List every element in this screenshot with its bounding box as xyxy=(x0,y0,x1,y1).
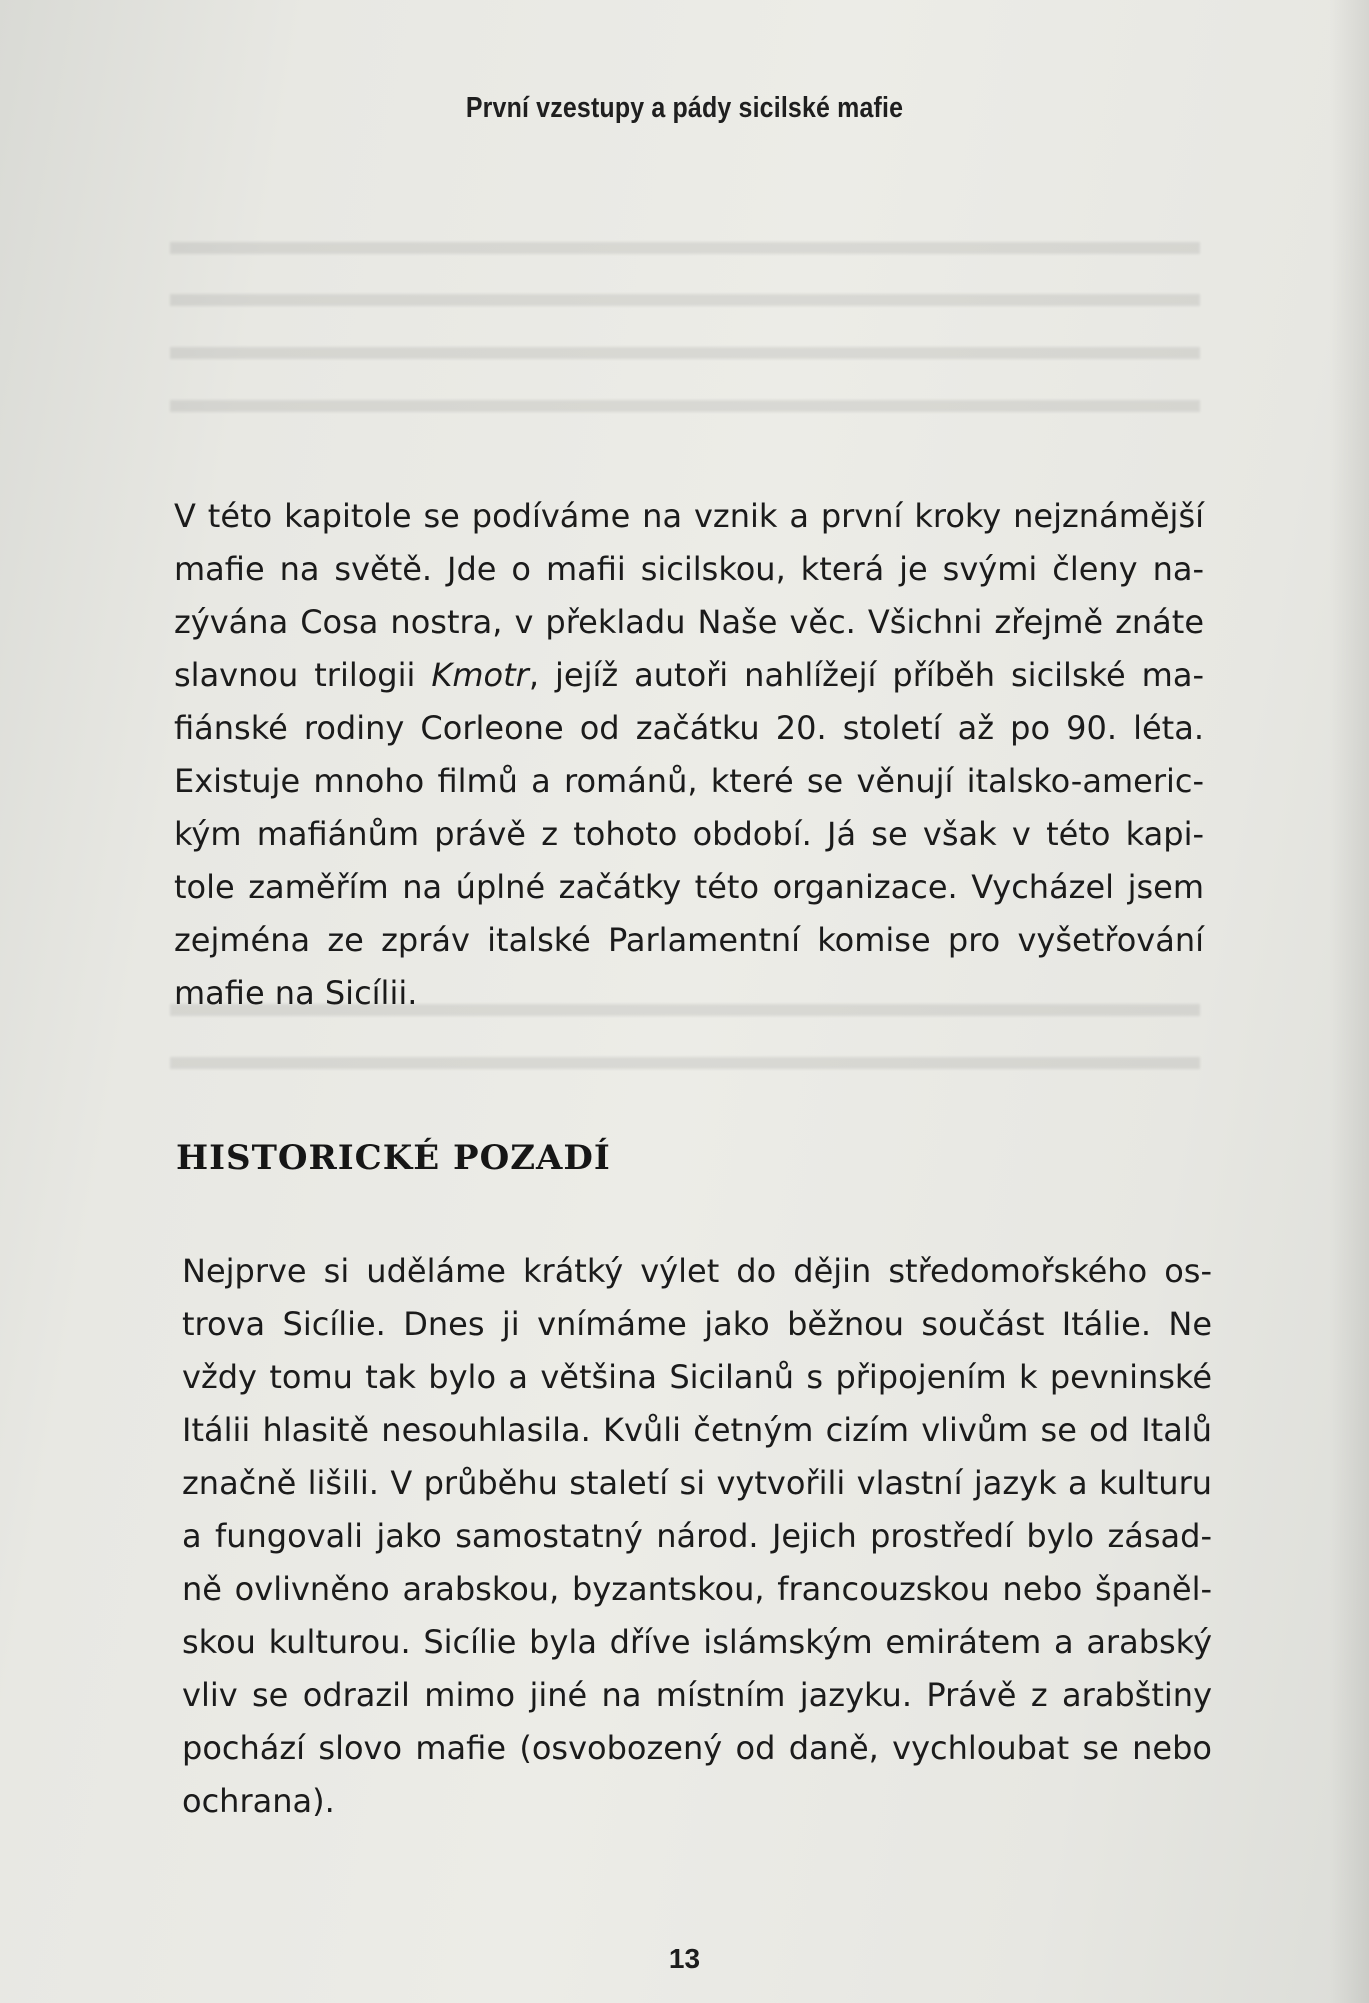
text-line: V této kapitole se podíváme na vznik a první kroky nejznámější xyxy=(174,497,1204,535)
text-line: Itálii hlasitě nesouhlasila. Kvůli četným cizím vlivům se od Italů xyxy=(182,1411,1212,1449)
text-line: pochází slovo mafie (osvobozený od daně, vychloubat se nebo xyxy=(182,1729,1212,1767)
text-line: mafie na Sicílii. xyxy=(174,974,418,1012)
page-number: 13 xyxy=(668,1943,701,1974)
text-line: trova Sicílie. Dnes ji vnímáme jako běžnou součást Itálie. Ne xyxy=(182,1305,1212,1343)
section-paragraph xyxy=(182,1245,1212,1828)
text-line: skou kulturou. Sicílie byla dříve islámským emirátem a arabský xyxy=(182,1623,1212,1661)
text-line: vliv se odrazil mimo jiné na místním jazyku. Právě z arabštiny xyxy=(182,1676,1212,1714)
intro-paragraph xyxy=(174,490,1204,1020)
text-line: Nejprve si uděláme krátký výlet do dějin středomořského os- xyxy=(182,1252,1212,1290)
text-line: vždy tomu tak bylo a většina Sicilanů s připojením k pevninské xyxy=(182,1358,1212,1396)
text-line: značně lišili. V průběhu staletí si vytvořili vlastní jazyk a kulturu xyxy=(182,1464,1212,1502)
page-edge-shadow xyxy=(1329,0,1369,2003)
show-through-texture xyxy=(170,228,1200,453)
text-fragment: , jejíž autoři nahlížejí příběh sicilské ma- xyxy=(528,656,1205,694)
text-fragment: slavnou trilogii xyxy=(174,656,432,694)
text-line: zývána Cosa nostra, v překladu Naše věc. Všichni zřejmě znáte xyxy=(174,603,1204,641)
text-line: mafie na světě. Jde o mafii sicilskou, která je svými členy na- xyxy=(174,550,1204,588)
running-header: První vzestupy a pády sicilské mafie xyxy=(465,92,904,124)
section-heading: HISTORICKÉ POZADÍ xyxy=(176,1138,611,1178)
text-line xyxy=(174,649,1204,702)
book-title-italic: Kmotr xyxy=(431,656,529,694)
text-line: tole zaměřím na úplné začátky této organizace. Vycházel jsem xyxy=(174,868,1204,906)
text-line: ochrana). xyxy=(182,1782,335,1820)
text-line: a fungovali jako samostatný národ. Jejich prostředí bylo zásad- xyxy=(182,1517,1212,1555)
text-line: kým mafiánům právě z tohoto období. Já se však v této kapi- xyxy=(174,815,1204,853)
text-line: ně ovlivněno arabskou, byzantskou, francouzskou nebo španěl- xyxy=(182,1570,1212,1608)
text-line: Existuje mnoho filmů a románů, které se věnují italsko-americ- xyxy=(174,762,1204,800)
text-line: zejména ze zpráv italské Parlamentní komise pro vyšetřování xyxy=(174,921,1204,959)
text-line: fiánské rodiny Corleone od začátku 20. století až po 90. léta. xyxy=(174,709,1204,747)
